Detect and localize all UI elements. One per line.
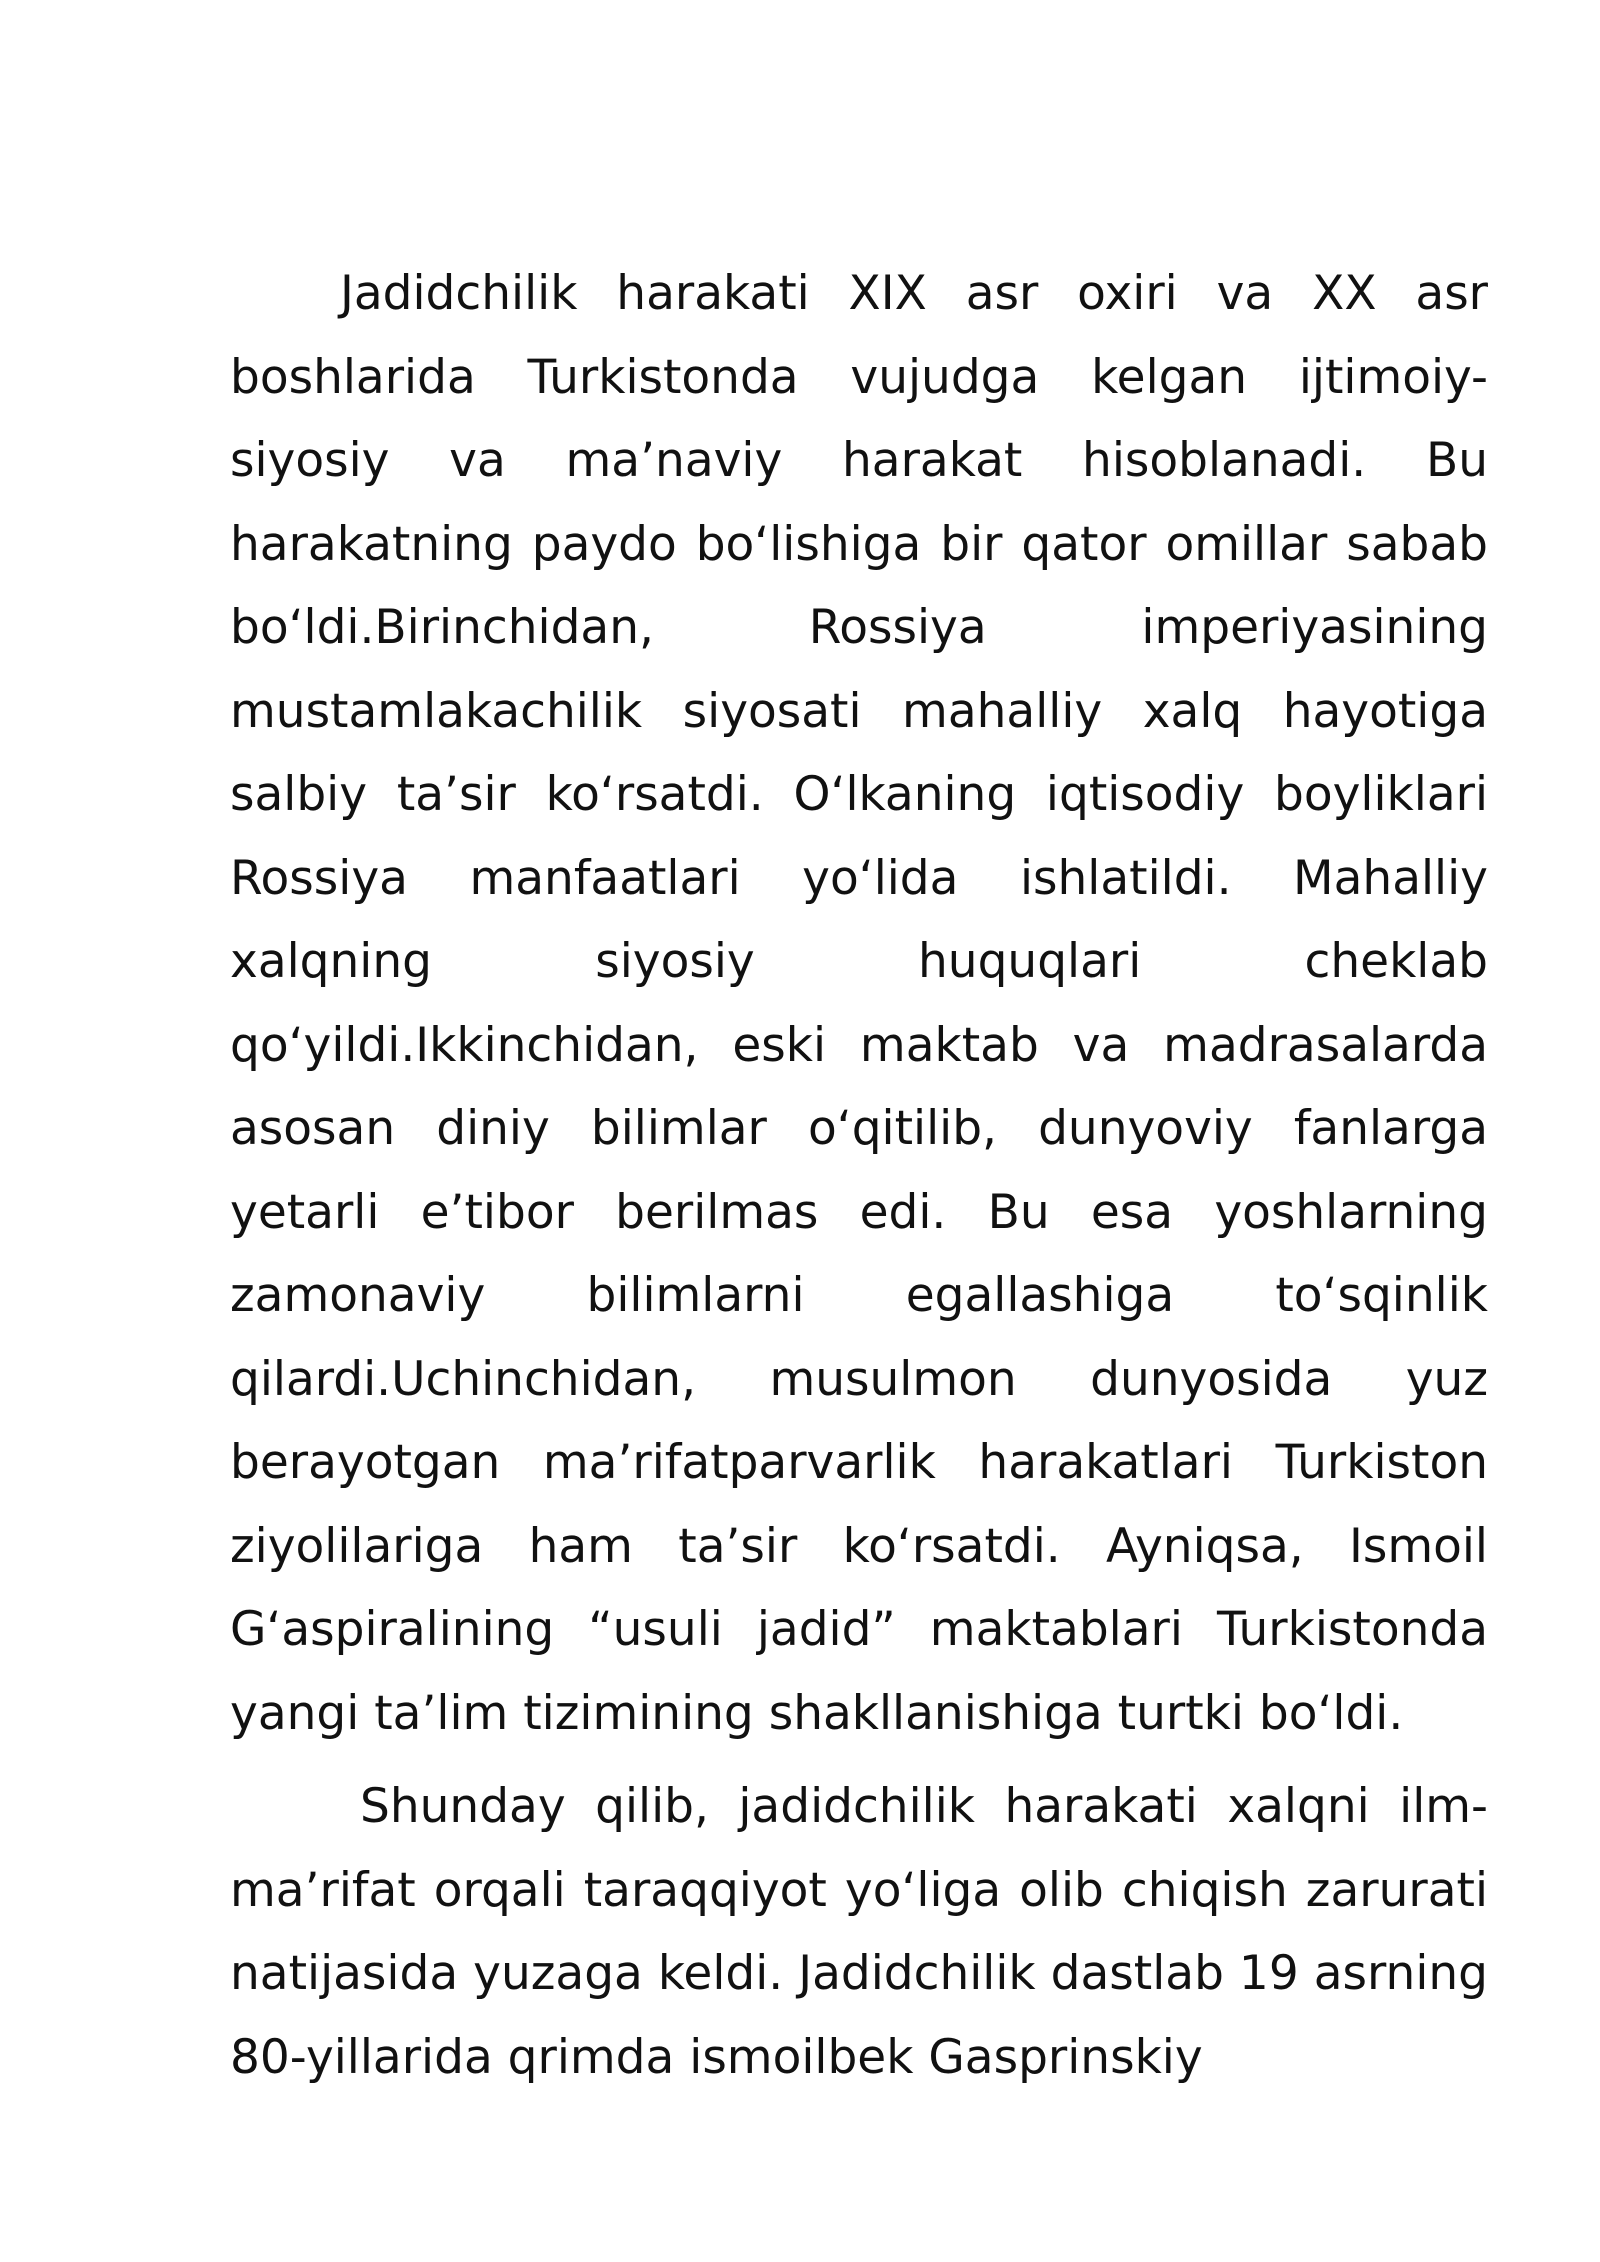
paragraph-1: Jadidchilik harakati XIX asr oxiri va XX asr boshlarida Turkistonda vujudga kelgan ijtimoiy-siyosiy va ma’naviy harakat hisoblanadi. Bu harakatning paydo bo‘lishiga bir qator omillar sabab bo‘ldi.Birinchidan, Rossiya imperiyasining mustamlakachilik siyosati mahalliy xalq hayotiga salbiy ta’sir ko‘rsatdi. O‘lkaning iqtisodiy boyliklari Rossiya manfaatlari yo‘lida ishlatildi. Mahalliy xalqning siyosiy huquqlari cheklab qo‘yildi.Ikkinchidan, eski maktab va madrasalarda asosan diniy bilimlar o‘qitilib, dunyoviy fanlarga yetarli e’tibor berilmas edi. Bu esa yoshlarning zamonaviy bilimlarni egallashiga to‘sqinlik qilardi.Uchinchidan, musulmon dunyosida yuz berayotgan ma’rifatparvarlik harakatlari Turkiston ziyolilariga ham ta’sir ko‘rsatdi. Ayniqsa, Ismoil G‘aspiralining “usuli jadid” maktablari Turkistonda yangi ta’lim tizimining shakllanishiga turtki bo‘ldi. xyxy=(230,266,1488,1741)
body-text xyxy=(230,252,1488,2099)
paragraph-2: Shunday qilib, jadidchilik harakati xalqni ilm-ma’rifat orqali taraqqiyot yo‘liga olib chiqish zarurati natijasida yuzaga keldi. Jadidchilik dastlab 19 asrning 80-yillarida qrimda ismoilbek Gasprinskiy xyxy=(230,1779,1488,2085)
